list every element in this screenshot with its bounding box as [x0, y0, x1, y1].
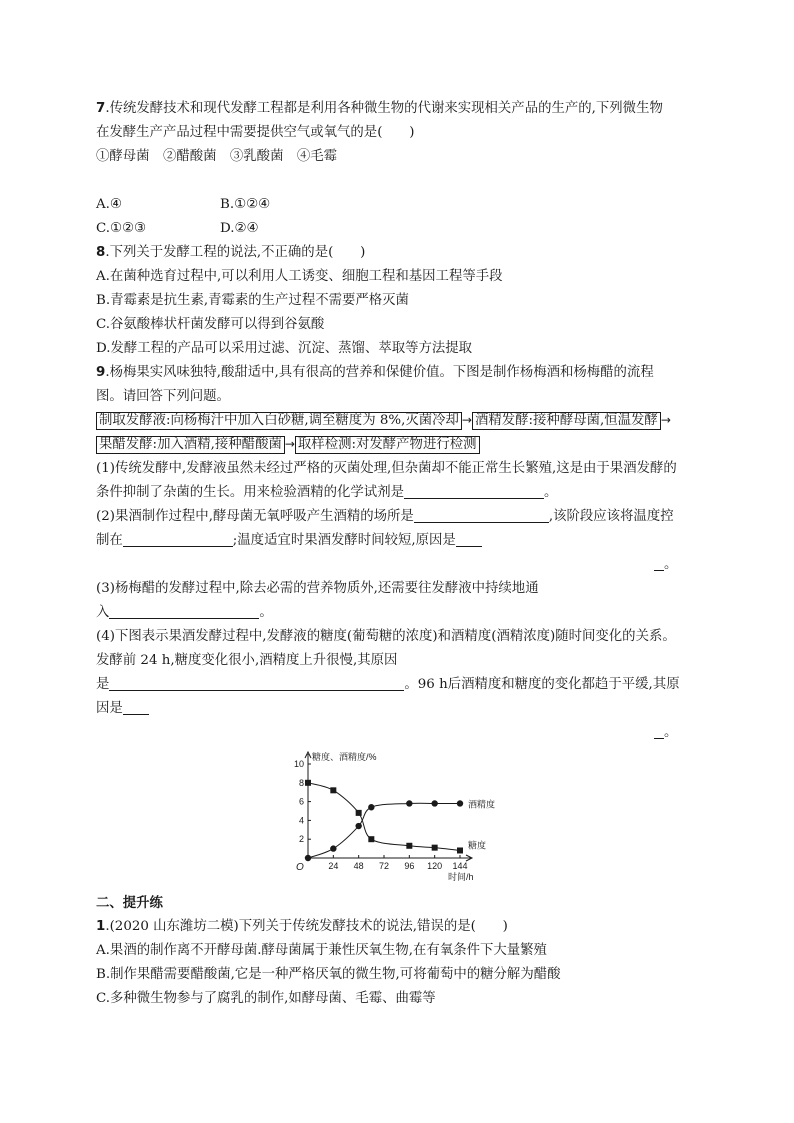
flow-arrow-icon: →	[284, 437, 295, 451]
y-tick-label: 10	[293, 759, 304, 769]
y-tick-label: 2	[298, 834, 304, 845]
q8-option-a: A.在菌种选育过程中,可以利用人工诱变、细胞工程和基因工程等手段	[96, 269, 503, 284]
x-tick-label: 72	[378, 861, 390, 871]
answer-blank[interactable]	[414, 508, 549, 523]
x-axis-label: 时间/h	[448, 872, 474, 882]
x-tick-label: 144	[452, 861, 468, 871]
q9-number: 9	[96, 365, 106, 380]
x-tick-label: 24	[328, 861, 339, 871]
data-point-square	[368, 836, 374, 842]
flow-step-prepare: 制取发酵液:向杨梅汁中加入白砂糖,调至糖度为 8%,灭菌冷却	[96, 412, 462, 430]
data-point-square	[305, 780, 311, 786]
q8-stem: 8.下列关于发酵工程的说法,不正确的是( )	[96, 245, 366, 260]
data-point-circle	[330, 845, 336, 851]
q8-option-d: D.发酵工程的产品可以采用过滤、沉淀、蒸馏、萃取等方法提取	[96, 341, 473, 356]
s2-q1-option-a: A.果酒的制作离不开酵母菌.酵母菌属于兼性厌氧生物,在有氧条件下大量繁殖	[96, 943, 547, 958]
q9-part3-line2: 入 。	[96, 605, 273, 620]
q9-part3-line1: (3)杨梅醋的发酵过程中,除去必需的营养物质外,还需要往发酵液中持续地通	[96, 581, 539, 596]
q9-stem-line1: 9.杨梅果实风味独特,酸甜适中,具有很高的营养和保健价值。下图是制作杨梅酒和杨梅醋的流程	[96, 365, 654, 380]
q7-option-b: B.①②④	[220, 197, 271, 212]
q9-part2-line1: (2)果酒制作过程中,酵母菌无氧呼吸产生酒精的场所是 ,该阶段应该将温度控	[96, 509, 674, 524]
q9-part2-line3: 。	[654, 556, 677, 574]
data-point-square	[432, 845, 438, 851]
x-tick-label: 96	[404, 861, 415, 871]
data-point-square	[457, 847, 463, 853]
flow-step-sampling: 取样检测:对发酵产物进行检测	[295, 436, 480, 454]
answer-blank[interactable]	[109, 604, 259, 619]
flow-step-alcohol: 酒精发酵:接种酵母菌,恒温发酵	[472, 412, 661, 430]
series-label: 酒精度	[468, 799, 496, 810]
q9-part4-line5: 。	[654, 724, 677, 742]
data-point-square	[406, 843, 412, 849]
y-axis-label: 糖度、酒精度/%	[312, 752, 377, 762]
x-tick-label: 48	[353, 861, 364, 871]
q9-part1-line1: (1)传统发酵中,发酵液虽然未经过严格的灭菌处理,但杂菌却不能正常生长繁殖,这是由于果酒发酵的	[96, 461, 677, 476]
q9-part4-line4: 因是	[96, 700, 149, 718]
answer-blank[interactable]	[456, 532, 482, 547]
answer-blank[interactable]	[654, 556, 664, 571]
x-tick-label: 120	[427, 861, 443, 871]
answer-blank[interactable]	[123, 532, 233, 547]
y-tick-label: 8	[298, 777, 304, 788]
data-point-circle	[431, 800, 437, 806]
y-tick-label: 4	[298, 815, 304, 826]
q8-option-c: C.谷氨酸棒状杆菌发酵可以得到谷氨酸	[96, 317, 325, 332]
answer-blank[interactable]	[109, 676, 404, 691]
data-point-circle	[368, 804, 374, 810]
flowchart-row2	[96, 435, 480, 454]
series-label: 糖度	[468, 840, 487, 851]
q8-number: 8	[96, 245, 106, 260]
answer-blank[interactable]	[404, 484, 544, 499]
s2-q1-stem: 1.(2020 山东潍坊二模)下列关于传统发酵技术的说法,错误的是( )	[96, 919, 508, 934]
s2-q1-option-c: C.多种微生物参与了腐乳的制作,如酵母菌、毛霉、曲霉等	[96, 991, 436, 1006]
flowchart-row1	[96, 411, 671, 430]
s2-q1-number: 1	[96, 919, 106, 934]
y-tick-label: 6	[298, 796, 304, 807]
q9-part4-line2: 发酵前 24 h,糖度变化很小,酒精度上升很慢,其原因	[96, 653, 398, 668]
q7-items: ①酵母菌 ②醋酸菌 ③乳酸菌 ④毛霉	[96, 149, 338, 164]
answer-blank[interactable]	[654, 724, 664, 739]
data-point-circle	[305, 855, 311, 861]
section-heading: 二、提升练	[96, 896, 163, 911]
q7-option-a: A.④	[96, 197, 122, 212]
q9-part4-line3: 是 。96 h后酒精度和糖度的变化都趋于平缓,其原	[96, 677, 680, 692]
q7-stem-line2: 在发酵生产产品过程中需要提供空气或氧气的是( )	[96, 125, 415, 140]
q9-part4-line1: (4)下图表示果酒发酵过程中,发酵液的糖度(葡萄糖的浓度)和酒精度(酒精浓度)随时间变化的关系。	[96, 629, 676, 644]
data-point-square	[356, 810, 362, 816]
q8-option-b: B.青霉素是抗生素,青霉素的生产过程不需要严格灭菌	[96, 293, 409, 308]
q7-option-c: C.①②③	[96, 221, 147, 236]
q9-stem-line2: 图。请回答下列问题。	[96, 389, 230, 404]
data-point-circle	[355, 823, 361, 829]
q7-option-d: D.②④	[220, 221, 259, 236]
flow-step-vinegar: 果醋发酵:加入酒精,接种醋酸菌	[96, 436, 285, 454]
q7-stem-line1: 7.传统发酵技术和现代发酵工程都是利用各种微生物的代谢来实现相关产品的生产的,下列微生物	[96, 101, 663, 116]
fermentation-chart	[280, 742, 520, 892]
q7-number: 7	[96, 101, 106, 116]
data-point-square	[330, 787, 336, 793]
data-point-circle	[457, 800, 463, 806]
origin-label: O	[296, 862, 304, 873]
s2-q1-option-b: B.制作果醋需要醋酸菌,它是一种严格厌氧的微生物,可将葡萄中的糖分解为醋酸	[96, 967, 561, 982]
data-point-circle	[406, 800, 412, 806]
q9-part2-line2: 制在 ;温度适宜时果酒发酵时间较短,原因是	[96, 532, 482, 550]
q9-part1-line2: 条件抑制了杂菌的生长。用来检验酒精的化学试剂是 。	[96, 485, 558, 500]
answer-blank[interactable]	[123, 700, 149, 715]
flow-arrow-icon: →	[660, 413, 671, 427]
flow-arrow-icon: →	[461, 413, 472, 427]
